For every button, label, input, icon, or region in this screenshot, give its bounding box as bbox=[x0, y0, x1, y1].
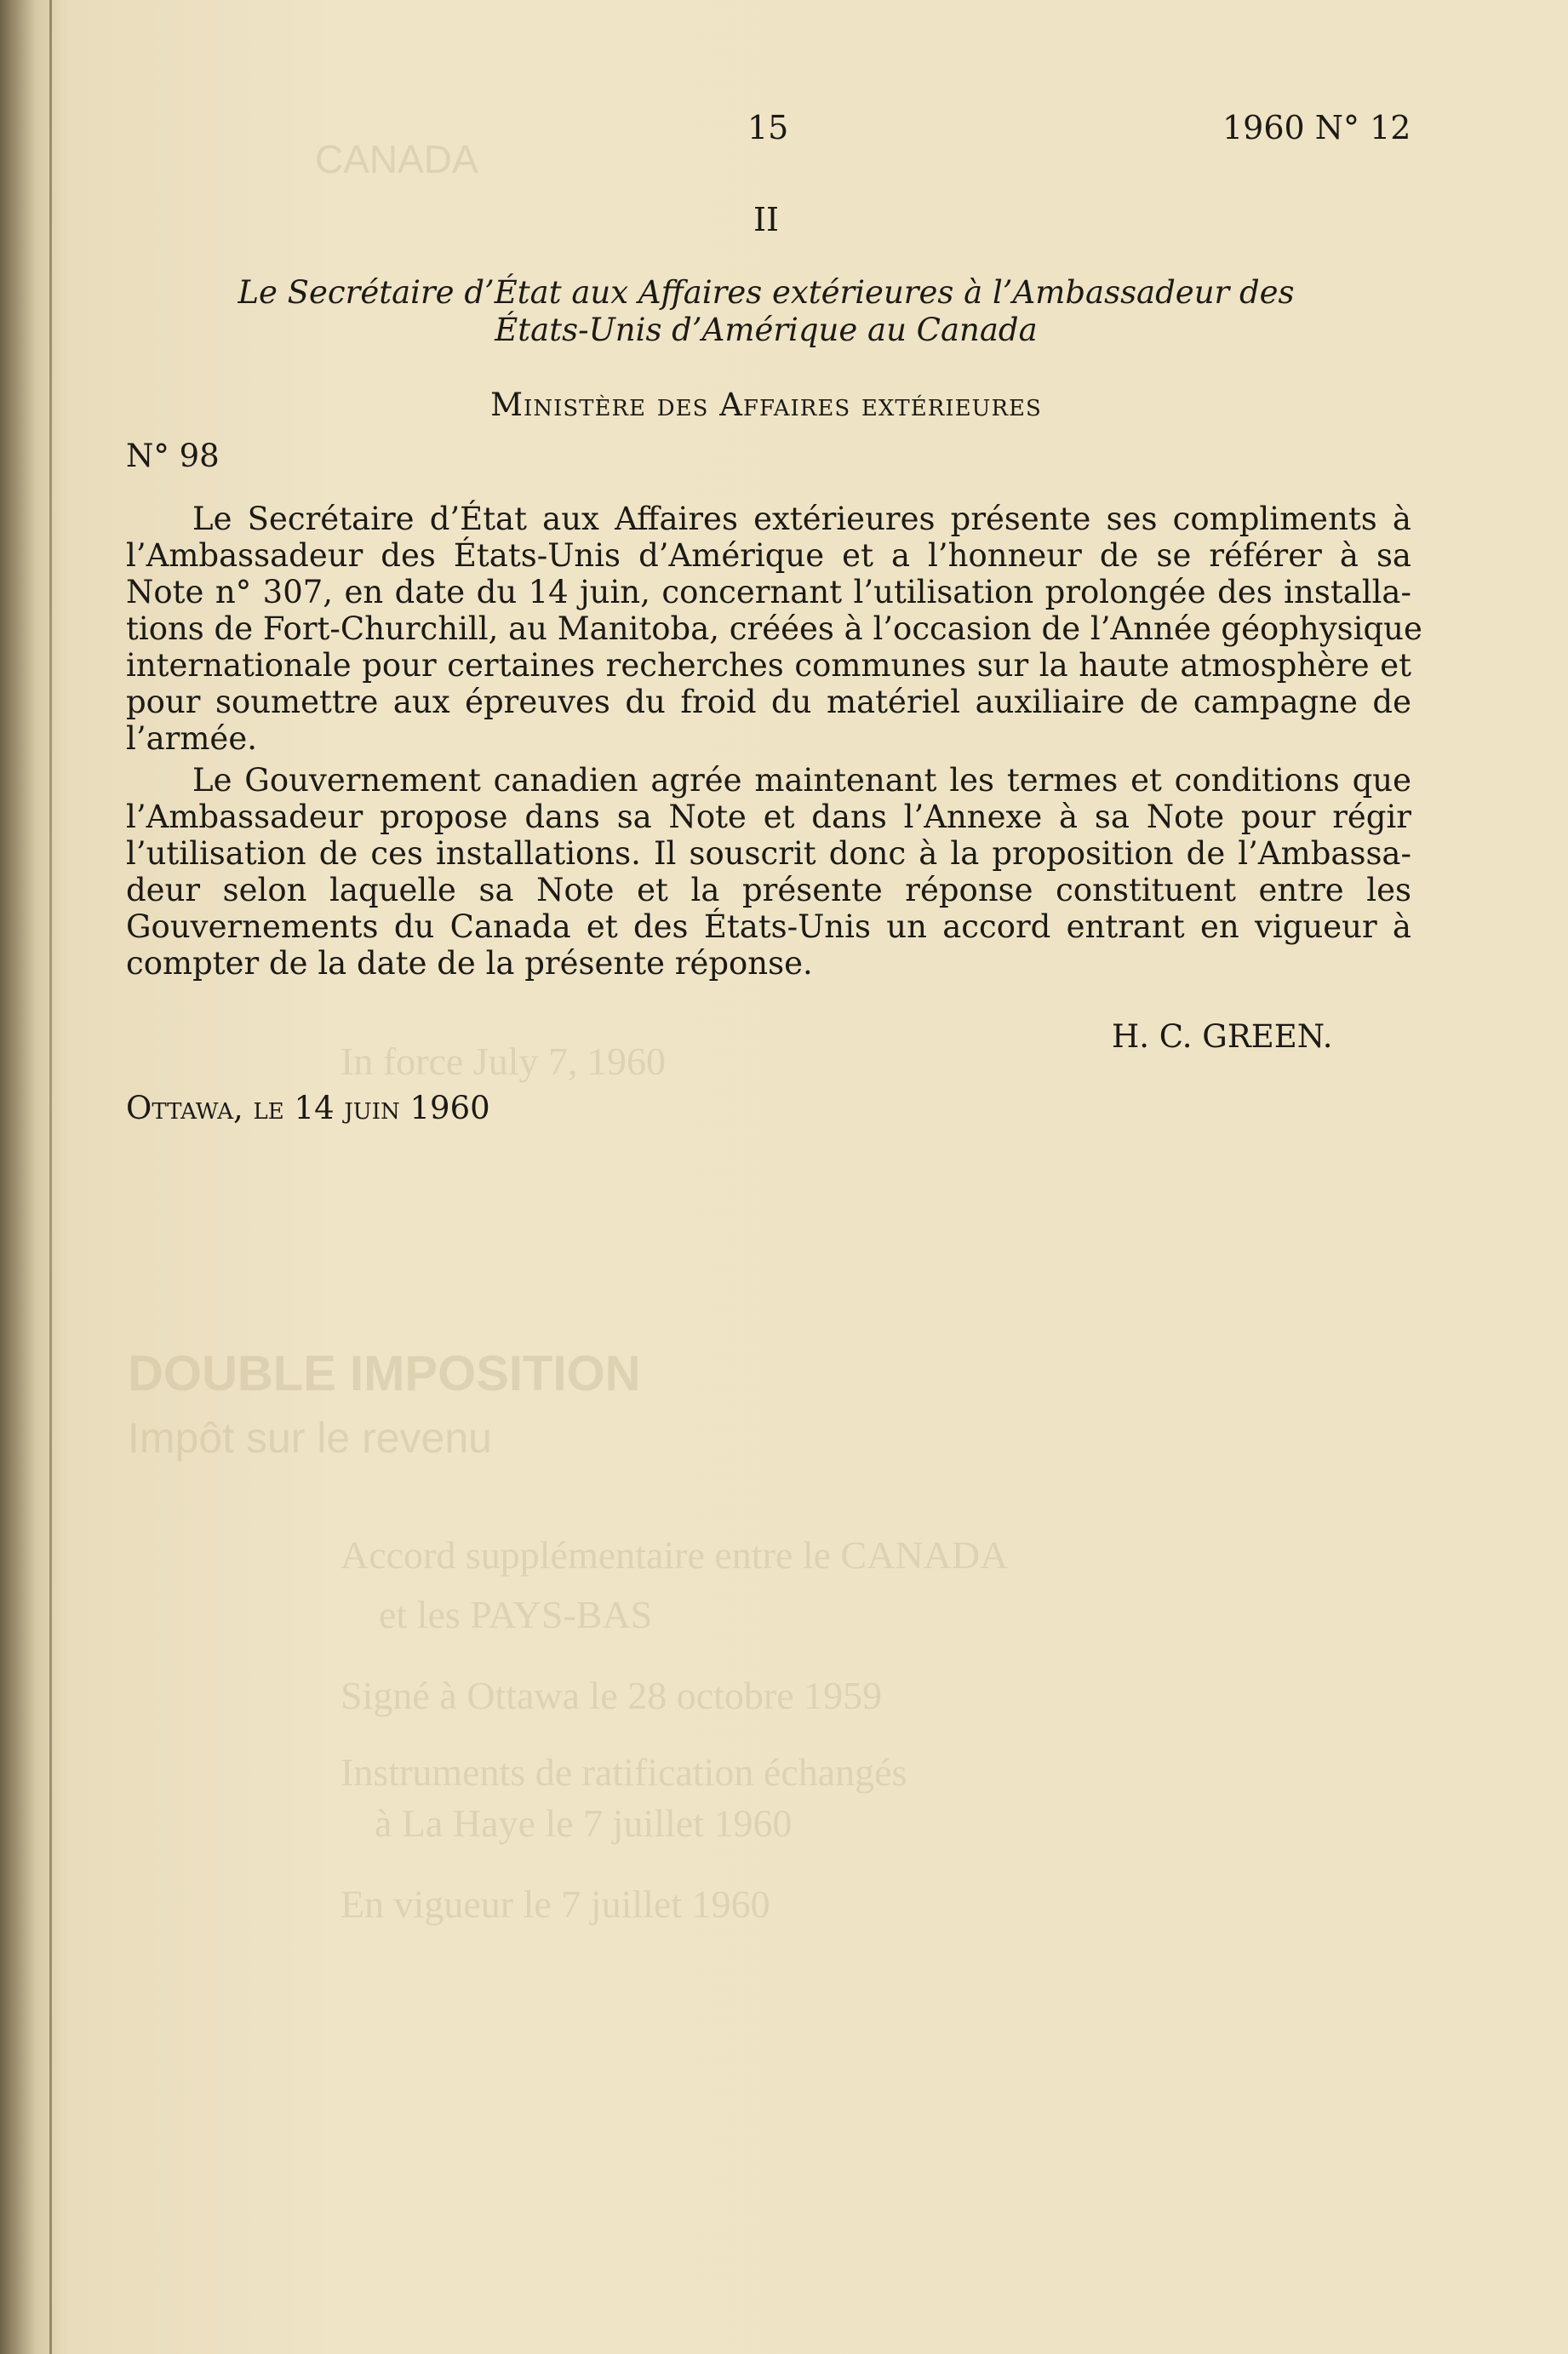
page-number: 15 bbox=[747, 109, 789, 146]
bleed-through-line: à La Haye le 7 juillet 1960 bbox=[375, 1801, 793, 1845]
paragraph-1-line: Note n° 307, en date du 14 juin, concernant l’utilisation prolongée des installa- bbox=[126, 574, 1411, 610]
bleed-through-canada: CANADA bbox=[315, 137, 478, 181]
paragraph-1-line: tions de Fort-Churchill, au Manitoba, créées à l’occasion de l’Année géophysique bbox=[126, 610, 1422, 647]
paragraph-2-line: Gouvernements du Canada et des États-Unis un accord entrant en vigueur à bbox=[126, 908, 1411, 945]
place-date: Ottawa, le 14 juin 1960 bbox=[126, 1090, 490, 1126]
paragraph-2-line: l’Ambassadeur propose dans sa Note et dans l’Annexe à sa Note pour régir bbox=[126, 799, 1411, 835]
bleed-through-line: In force July 7, 1960 bbox=[340, 1040, 666, 1083]
paragraph-2-line: l’utilisation de ces installations. Il souscrit donc à la proposition de l’Ambassa- bbox=[126, 835, 1411, 872]
bleed-through-line: Instruments de ratification échangés bbox=[340, 1750, 907, 1794]
bleed-through-line: En vigueur le 7 juillet 1960 bbox=[340, 1882, 770, 1926]
paragraph-1-line: internationale pour certaines recherches communes sur la haute atmosphère et bbox=[126, 647, 1411, 684]
bleed-through-line: Impôt sur le revenu bbox=[128, 1414, 492, 1462]
section-number: II bbox=[753, 201, 780, 238]
title-line-1: Le Secrétaire d’État aux Affaires extérieures à l’Ambassadeur des bbox=[237, 274, 1295, 311]
bleed-through-line: et les PAYS-BAS bbox=[379, 1593, 653, 1636]
paragraph-2-line: compter de la date de la présente réponse. bbox=[126, 945, 813, 982]
bleed-through-line: Accord supplémentaire entre le CANADA bbox=[340, 1533, 1009, 1577]
note-number: N° 98 bbox=[126, 438, 220, 474]
binding-edge bbox=[49, 0, 52, 2354]
paragraph-2-line: Le Gouvernement canadien agrée maintenant les termes et conditions que bbox=[192, 762, 1411, 799]
paragraph-1-line: l’armée. bbox=[126, 720, 257, 757]
paragraph-1-line: pour soumettre aux épreuves du froid du matériel auxiliaire de campagne de bbox=[126, 684, 1411, 720]
paragraph-2-line: deur selon laquelle sa Note et la présente réponse constituent entre les bbox=[126, 872, 1411, 908]
signature: H. C. GREEN. bbox=[1112, 1018, 1333, 1055]
series-number: 1960 N° 12 bbox=[1222, 109, 1411, 146]
ministry-heading: Ministère des Affaires extérieures bbox=[490, 387, 1042, 423]
bleed-through-line: DOUBLE IMPOSITION bbox=[128, 1346, 641, 1401]
paragraph-1-line: l’Ambassadeur des États-Unis d’Amérique et a l’honneur de se référer à sa bbox=[126, 537, 1411, 574]
paragraph-1-line: Le Secrétaire d’État aux Affaires extérieures présente ses compliments à bbox=[192, 501, 1411, 537]
title-line-2: États-Unis d’Amérique au Canada bbox=[495, 312, 1038, 348]
bleed-through-line: Signé à Ottawa le 28 octobre 1959 bbox=[340, 1674, 883, 1717]
